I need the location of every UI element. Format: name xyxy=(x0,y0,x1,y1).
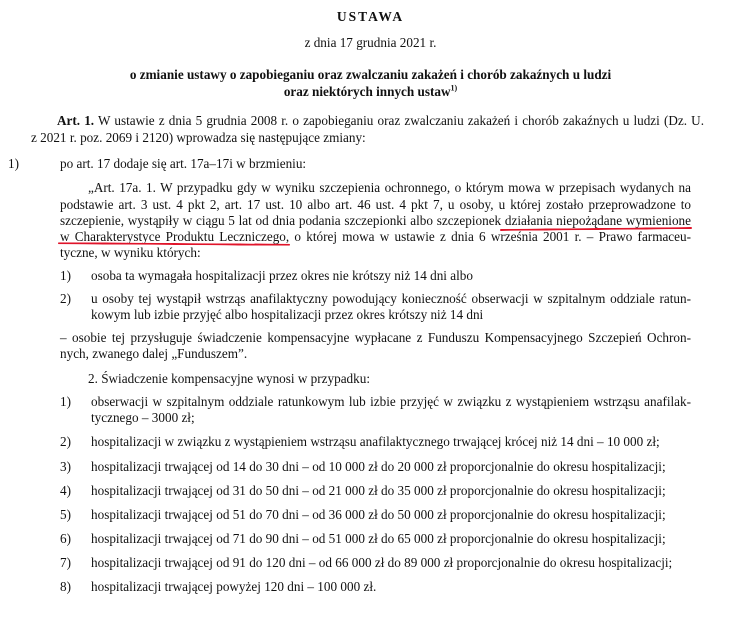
amount-3-text: hospitalizacji trwającej od 14 do 30 dni – od 10 000 zł do 20 000 zł proporcjonalnie do okresu hospitalizacji; xyxy=(91,459,666,474)
document-subject-line2 xyxy=(0,84,741,100)
footnote-mark: 1) xyxy=(450,83,458,93)
amount-8-number: 8) xyxy=(60,579,71,594)
art17a-para1-line3: szczepienie, wystąpiły w ciągu 5 lat od dnia podania szczepionki albo szczepionek działania niepożądane wymienione xyxy=(60,213,691,228)
art1-line1 xyxy=(57,113,704,129)
amount-1-line2: tycznego – 3000 zł; xyxy=(91,410,195,425)
art17a-para1-line2: podstawie art. 3 ust. 4 pkt 2, art. 17 ust. 10 albo art. 46 ust. 4 pkt 7, u osoby, u której zostało przeprowadzone to xyxy=(60,197,691,212)
amount-3-number: 3) xyxy=(60,459,71,474)
amount-7-text: hospitalizacji trwającej od 91 do 120 dni – od 66 000 zł do 89 000 zł proporcjonalnie do okresu hospitalizacji; xyxy=(91,555,673,570)
amount-6-number: 6) xyxy=(60,531,71,546)
condition-2-line1: u osoby tej wystąpił wstrząs anafilaktyczny powodujący konieczność obserwacji w szpitalnym oddziale ratun- xyxy=(91,291,691,306)
art17a-para1-line1: „Art. 17a. 1. W przypadku gdy w wyniku szczepienia ochronnego, o którym mowa w przepisach wydanych na xyxy=(88,180,691,195)
point1-text: po art. 17 dodaje się art. 17a–17i w brzmieniu: xyxy=(60,156,307,171)
art17a-after-line2: nych, zwanego dalej „Funduszem”. xyxy=(60,346,248,361)
condition-1-number: 1) xyxy=(60,268,71,283)
art17a-after-line1: – osobie tej przysługuje świadczenie kompensacyjne wypłacane z Funduszu Kompensacyjnego Szczepień Ochron- xyxy=(60,330,691,345)
document-subject-line1: o zmianie ustawy o zapobieganiu oraz zwalczaniu zakażeń i chorób zakaźnych u ludzi xyxy=(129,67,612,82)
condition-2-number: 2) xyxy=(60,291,71,306)
document-title: USTAWA xyxy=(336,9,405,24)
amount-4-number: 4) xyxy=(60,483,71,498)
point1-number: 1) xyxy=(8,156,19,171)
amount-1-number: 1) xyxy=(60,394,71,409)
subject-line2-text: oraz niektórych innych ustaw xyxy=(283,84,451,99)
art1-line1-text: W ustawie z dnia 5 grudnia 2008 r. o zapobieganiu oraz zwalczaniu zakażeń i chorób zakaźnych u ludzi (Dz. U. xyxy=(98,113,704,128)
amount-2-number: 2) xyxy=(60,434,71,449)
amount-1-line1: obserwacji w szpitalnym oddziale ratunkowym lub izbie przyjęć w związku z wystąpieniem wstrząsu anafilak- xyxy=(91,394,691,409)
document-date: z dnia 17 grudnia 2021 r. xyxy=(304,35,437,50)
art17a-para1-line4: w Charakterystyce Produktu Leczniczego, o której mowa w ustawie z dnia 6 września 2001 r. – Prawo farmaceu- xyxy=(60,229,691,244)
amount-5-text: hospitalizacji trwającej od 51 do 70 dni – od 36 000 zł do 50 000 zł proporcjonalnie do okresu hospitalizacji; xyxy=(91,507,666,522)
amount-4-text: hospitalizacji trwającej od 31 do 50 dni – od 21 000 zł do 35 000 zł proporcjonalnie do okresu hospitalizacji; xyxy=(91,483,666,498)
amount-7-number: 7) xyxy=(60,555,71,570)
amount-5-number: 5) xyxy=(60,507,71,522)
art17a-para2: 2. Świadczenie kompensacyjne wynosi w przypadku: xyxy=(88,371,370,386)
condition-2-line2: kowym lub izbie przyjęć albo hospitalizacji przez okres krótszy niż 14 dni xyxy=(91,307,484,322)
art17a-para1-line5: tyczne, w wyniku których: xyxy=(60,245,201,260)
art1-label: Art. 1. xyxy=(57,113,95,128)
amount-6-text: hospitalizacji trwającej od 71 do 90 dni – od 51 000 zł do 65 000 zł proporcjonalnie do okresu hospitalizacji; xyxy=(91,531,666,546)
art1-line2: z 2021 r. poz. 2069 i 2120) wprowadza się następujące zmiany: xyxy=(31,130,366,145)
amount-8-text: hospitalizacji trwającej powyżej 120 dni – 100 000 zł. xyxy=(91,579,377,594)
condition-1-text: osoba ta wymagała hospitalizacji przez okres nie krótszy niż 14 dni albo xyxy=(91,268,473,283)
amount-2-text: hospitalizacji w związku z wystąpieniem wstrząsu anafilaktycznego trwającej krócej niż 14 dni – 10 000 zł; xyxy=(91,434,660,449)
